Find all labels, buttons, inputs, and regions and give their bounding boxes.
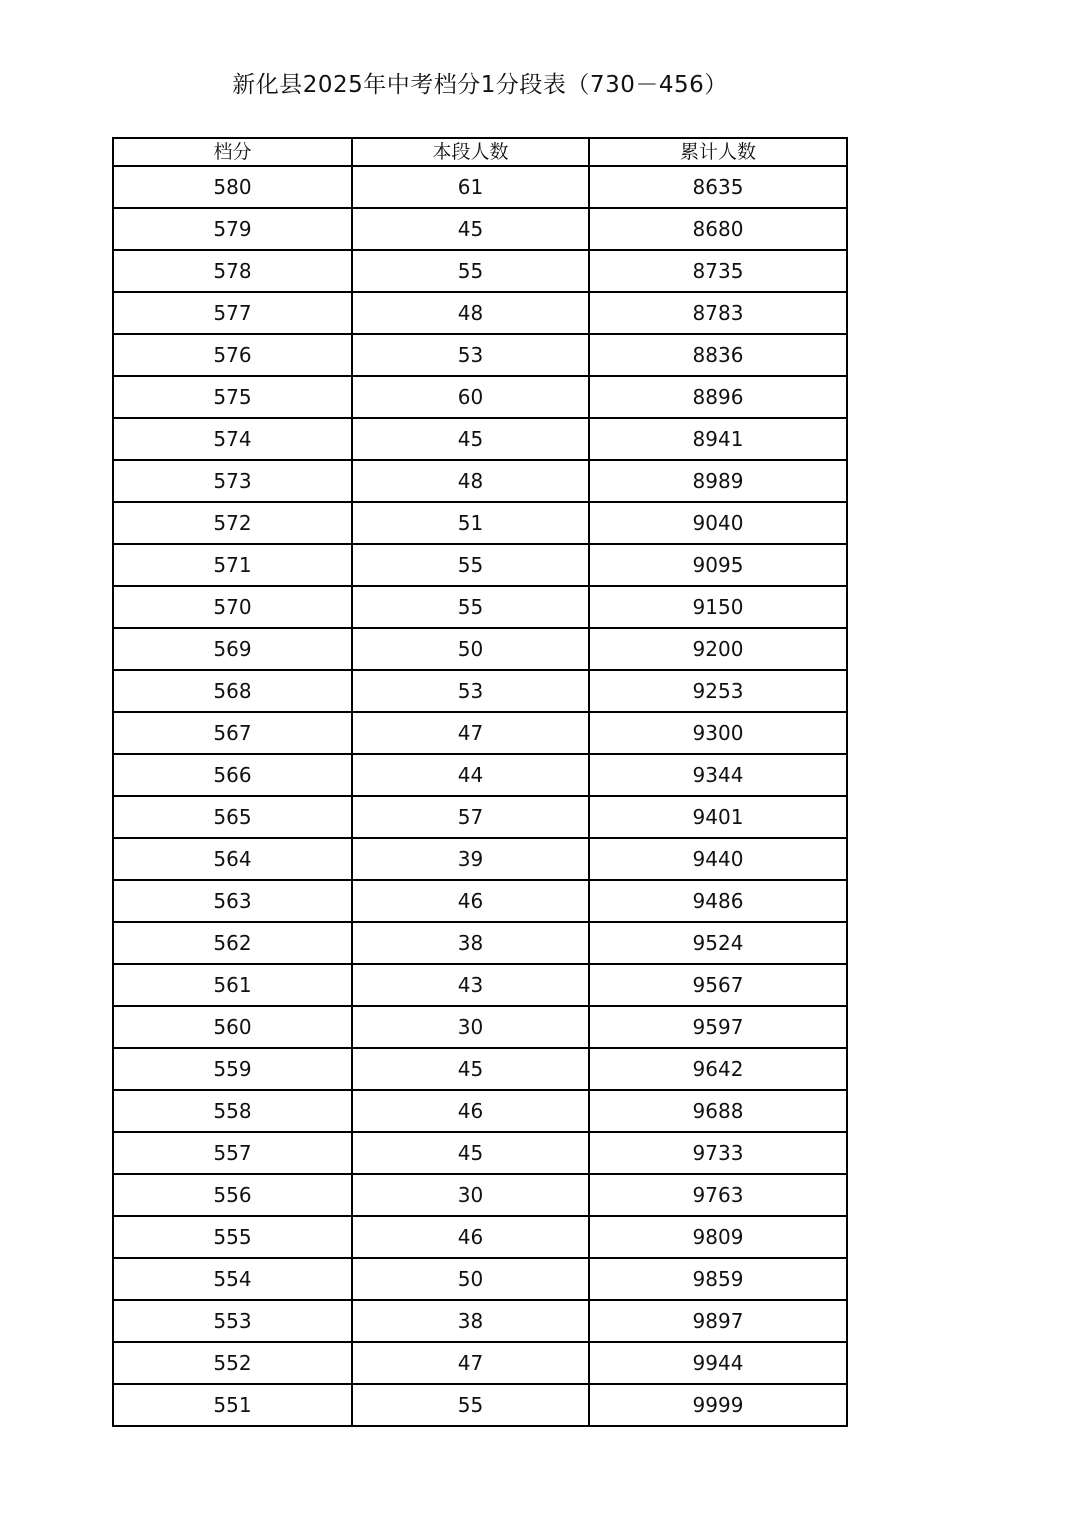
column-header-score: 档分 [113,138,352,166]
cell-score: 551 [113,1384,352,1426]
cell-score: 572 [113,502,352,544]
cell-cumulative-count: 9733 [589,1132,847,1174]
cell-segment-count: 61 [352,166,589,208]
table-row [113,208,847,250]
table-row [113,880,847,922]
cell-segment-count: 44 [352,754,589,796]
table-row [113,628,847,670]
cell-cumulative-count: 9344 [589,754,847,796]
cell-segment-count: 43 [352,964,589,1006]
cell-cumulative-count: 8941 [589,418,847,460]
cell-score: 562 [113,922,352,964]
table-row [113,544,847,586]
cell-cumulative-count: 9524 [589,922,847,964]
page-title: 新化县2025年中考档分1分段表（730－456） [232,72,728,98]
table-row [113,670,847,712]
cell-segment-count: 30 [352,1006,589,1048]
cell-cumulative-count: 8783 [589,292,847,334]
table-row [113,838,847,880]
table-header [113,138,847,166]
cell-segment-count: 45 [352,418,589,460]
cell-segment-count: 47 [352,712,589,754]
cell-score: 576 [113,334,352,376]
table-row [113,376,847,418]
cell-cumulative-count: 8896 [589,376,847,418]
cell-segment-count: 48 [352,460,589,502]
cell-segment-count: 38 [352,922,589,964]
cell-cumulative-count: 9440 [589,838,847,880]
table-row [113,586,847,628]
cell-cumulative-count: 8735 [589,250,847,292]
table-row [113,418,847,460]
cell-score: 580 [113,166,352,208]
cell-segment-count: 55 [352,586,589,628]
cell-cumulative-count: 9150 [589,586,847,628]
cell-score: 558 [113,1090,352,1132]
cell-score: 570 [113,586,352,628]
cell-segment-count: 45 [352,1132,589,1174]
cell-segment-count: 50 [352,628,589,670]
cell-cumulative-count: 9486 [589,880,847,922]
table-row [113,1048,847,1090]
cell-score: 554 [113,1258,352,1300]
cell-segment-count: 30 [352,1174,589,1216]
cell-segment-count: 48 [352,292,589,334]
cell-score: 564 [113,838,352,880]
table-row [113,922,847,964]
cell-cumulative-count: 9040 [589,502,847,544]
cell-segment-count: 39 [352,838,589,880]
table-row [113,1258,847,1300]
cell-segment-count: 57 [352,796,589,838]
cell-segment-count: 53 [352,334,589,376]
cell-segment-count: 46 [352,1090,589,1132]
column-header-segment-count: 本段人数 [352,138,589,166]
cell-cumulative-count: 9642 [589,1048,847,1090]
cell-cumulative-count: 9944 [589,1342,847,1384]
cell-score: 560 [113,1006,352,1048]
cell-score: 573 [113,460,352,502]
cell-score: 565 [113,796,352,838]
cell-segment-count: 51 [352,502,589,544]
table-row [113,754,847,796]
table-row [113,166,847,208]
cell-score: 563 [113,880,352,922]
cell-cumulative-count: 8989 [589,460,847,502]
cell-segment-count: 50 [352,1258,589,1300]
cell-cumulative-count: 9859 [589,1258,847,1300]
table-row [113,1342,847,1384]
cell-score: 568 [113,670,352,712]
cell-score: 552 [113,1342,352,1384]
cell-score: 556 [113,1174,352,1216]
cell-cumulative-count: 9300 [589,712,847,754]
cell-cumulative-count: 9095 [589,544,847,586]
cell-segment-count: 53 [352,670,589,712]
cell-cumulative-count: 8635 [589,166,847,208]
table-row [113,292,847,334]
table-row [113,964,847,1006]
cell-segment-count: 55 [352,250,589,292]
cell-cumulative-count: 9897 [589,1300,847,1342]
table-row [113,502,847,544]
cell-cumulative-count: 9999 [589,1384,847,1426]
cell-score: 578 [113,250,352,292]
cell-segment-count: 45 [352,208,589,250]
cell-score: 569 [113,628,352,670]
cell-cumulative-count: 9567 [589,964,847,1006]
column-header-cumulative-count: 累计人数 [589,138,847,166]
table-row [113,1090,847,1132]
table-row [113,796,847,838]
cell-segment-count: 55 [352,544,589,586]
score-distribution-table [112,137,848,1427]
table-row [113,1006,847,1048]
table-row [113,1300,847,1342]
cell-score: 575 [113,376,352,418]
table-row [113,1132,847,1174]
cell-score: 553 [113,1300,352,1342]
cell-score: 579 [113,208,352,250]
table-body [113,166,847,1426]
cell-score: 574 [113,418,352,460]
cell-cumulative-count: 9200 [589,628,847,670]
cell-score: 567 [113,712,352,754]
header-row [113,138,847,166]
table-row [113,1174,847,1216]
table-row [113,460,847,502]
table-row [113,1216,847,1258]
cell-cumulative-count: 9401 [589,796,847,838]
cell-score: 561 [113,964,352,1006]
cell-cumulative-count: 8836 [589,334,847,376]
cell-segment-count: 46 [352,1216,589,1258]
cell-segment-count: 55 [352,1384,589,1426]
cell-cumulative-count: 9597 [589,1006,847,1048]
cell-segment-count: 38 [352,1300,589,1342]
cell-score: 577 [113,292,352,334]
cell-cumulative-count: 9763 [589,1174,847,1216]
table-row [113,712,847,754]
table-row [113,1384,847,1426]
cell-segment-count: 60 [352,376,589,418]
cell-segment-count: 46 [352,880,589,922]
table-row [113,250,847,292]
cell-segment-count: 47 [352,1342,589,1384]
cell-cumulative-count: 9253 [589,670,847,712]
cell-score: 559 [113,1048,352,1090]
cell-score: 566 [113,754,352,796]
table-row [113,334,847,376]
cell-segment-count: 45 [352,1048,589,1090]
cell-cumulative-count: 8680 [589,208,847,250]
cell-cumulative-count: 9809 [589,1216,847,1258]
cell-cumulative-count: 9688 [589,1090,847,1132]
cell-score: 571 [113,544,352,586]
cell-score: 557 [113,1132,352,1174]
cell-score: 555 [113,1216,352,1258]
